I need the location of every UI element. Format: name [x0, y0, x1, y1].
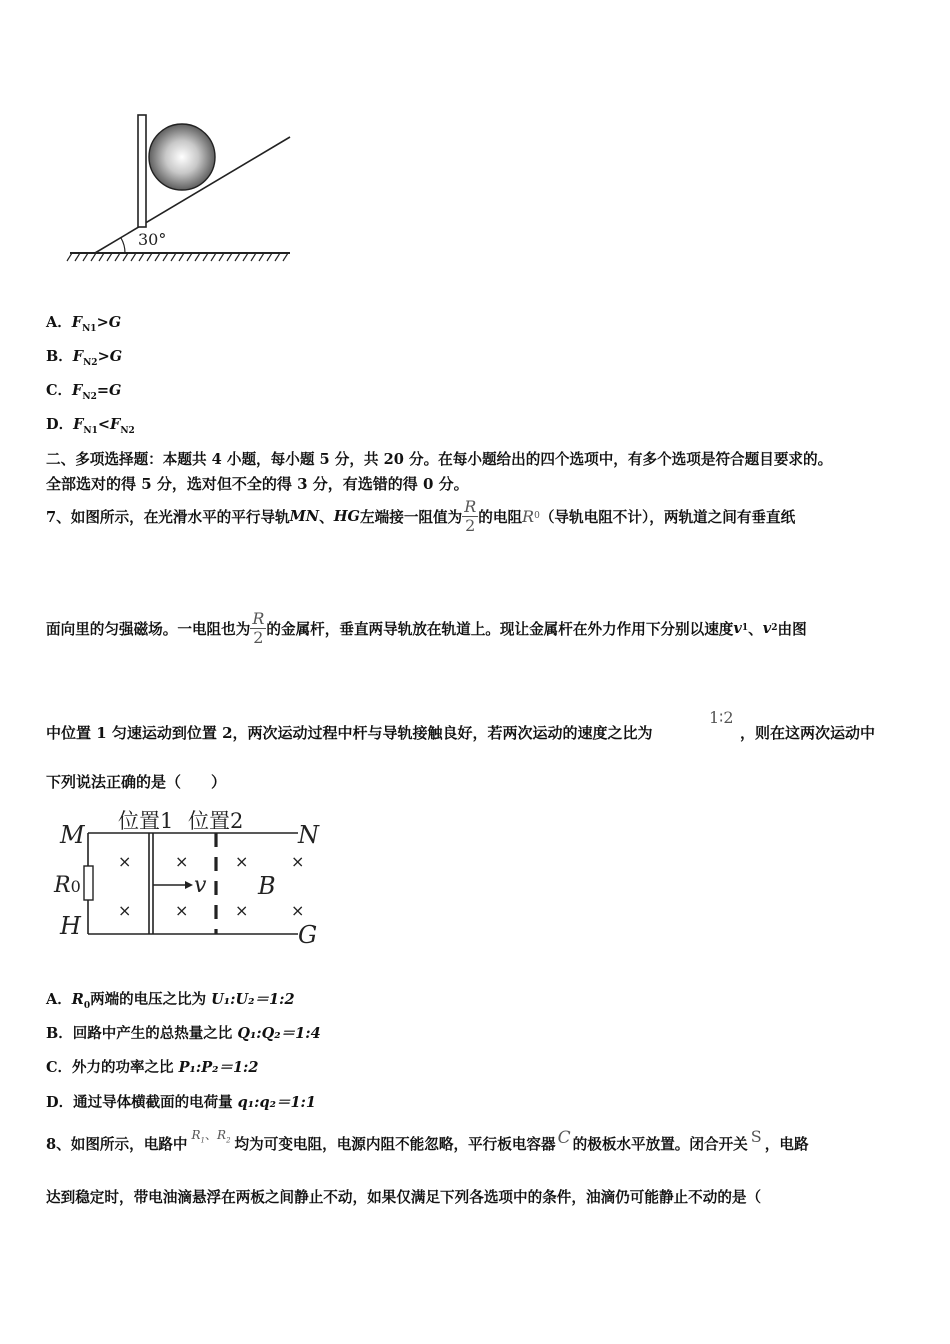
label-h: H: [60, 912, 81, 940]
q7-line3: 中位置 1 匀速运动到位置 2，两次运动过程中杆与导轨接触良好，若两次运动的速度之比为: [46, 724, 653, 742]
label-b: B: [258, 872, 276, 900]
field-cross: ×: [235, 852, 249, 871]
q7-line1: 7、如图所示，在光滑水平的平行导轨 MN 、 HG 左端接一阻值为 $\frac{R}{2}$ 的电阻 R 0 （导轨电阻不计），两轨道之间有垂直纸: [46, 497, 796, 535]
q8-line2: 达到稳定时，带电油滴悬浮在两板之间静止不动，如果仅满足下列各选项中的条件，油滴仍可能静止不动的是（: [46, 1189, 762, 1206]
section2-line1: 二、多项选择题：本题共 4 小题，每小题 5 分，共 20 分。在每小题给出的四个选项中，有多个选项是符合题目要求的。: [46, 451, 833, 468]
field-cross: ×: [175, 901, 189, 920]
q7-option-c: C．外力的功率之比 P₁:P₂＝1:2: [46, 1059, 259, 1076]
q7-line2: 面向里的匀强磁场。一电阻也为 $\frac{R}{2}$ 的金属杆，垂直两导轨放在轨道上。现让金属杆在外力作用下分别以速度 v 1 、 v 2 由图: [46, 609, 807, 647]
field-cross: ×: [118, 852, 132, 871]
rail-circuit-figure: [48, 806, 338, 954]
label-v: v: [194, 873, 207, 898]
fraction-r-over-2: $\frac{R}{2}$: [464, 497, 477, 535]
q6-option-c: C．$F_{N2}=G$: [46, 382, 122, 402]
q7-option-d: D．通过导体横截面的电荷量 q₁:q₂＝1:1: [46, 1094, 317, 1111]
label-n: N: [298, 821, 319, 849]
label-position-1: 位置1: [118, 809, 174, 833]
label-r0: R0: [54, 873, 81, 898]
field-cross: ×: [175, 852, 189, 871]
field-cross: ×: [291, 852, 305, 871]
q7-line3-end: ，则在这两次运动中: [740, 724, 876, 742]
speed-ratio: 1∶2: [709, 708, 734, 727]
q6-option-d: D．$F_{N1}<F_{N2}$: [46, 416, 135, 436]
field-cross: ×: [291, 901, 305, 920]
incline-ball-figure: [60, 105, 310, 270]
field-cross: ×: [235, 901, 249, 920]
label-position-2: 位置2: [188, 809, 244, 833]
q7-option-a: A．$R_0$两端的电压之比为 U₁:U₂＝1:2: [46, 991, 295, 1011]
q7-line4: 下列说法正确的是（ ）: [46, 773, 227, 791]
label-g: G: [298, 921, 318, 949]
q7-option-b: B．回路中产生的总热量之比 Q₁:Q₂＝1:4: [46, 1025, 321, 1042]
angle-label: 30°: [138, 230, 167, 249]
label-m: M: [60, 821, 85, 849]
q6-option-a: A．$F_{N1}>G$: [46, 314, 122, 334]
fraction-r-over-2-rod: $\frac{R}{2}$: [252, 609, 265, 647]
field-cross: ×: [118, 901, 132, 920]
q8-line1: 8、如图所示，电路中 $R_1$、$R_2$ 均为可变电阻，电源内阻不能忽略，平行板电容器 C 的极板水平放置。闭合开关 S ，电路: [46, 1127, 809, 1153]
q6-option-b: B．$F_{N2}>G$: [46, 348, 123, 368]
section2-line2: 全部选对的得 5 分，选对但不全的得 3 分，有选错的得 0 分。: [46, 475, 469, 493]
